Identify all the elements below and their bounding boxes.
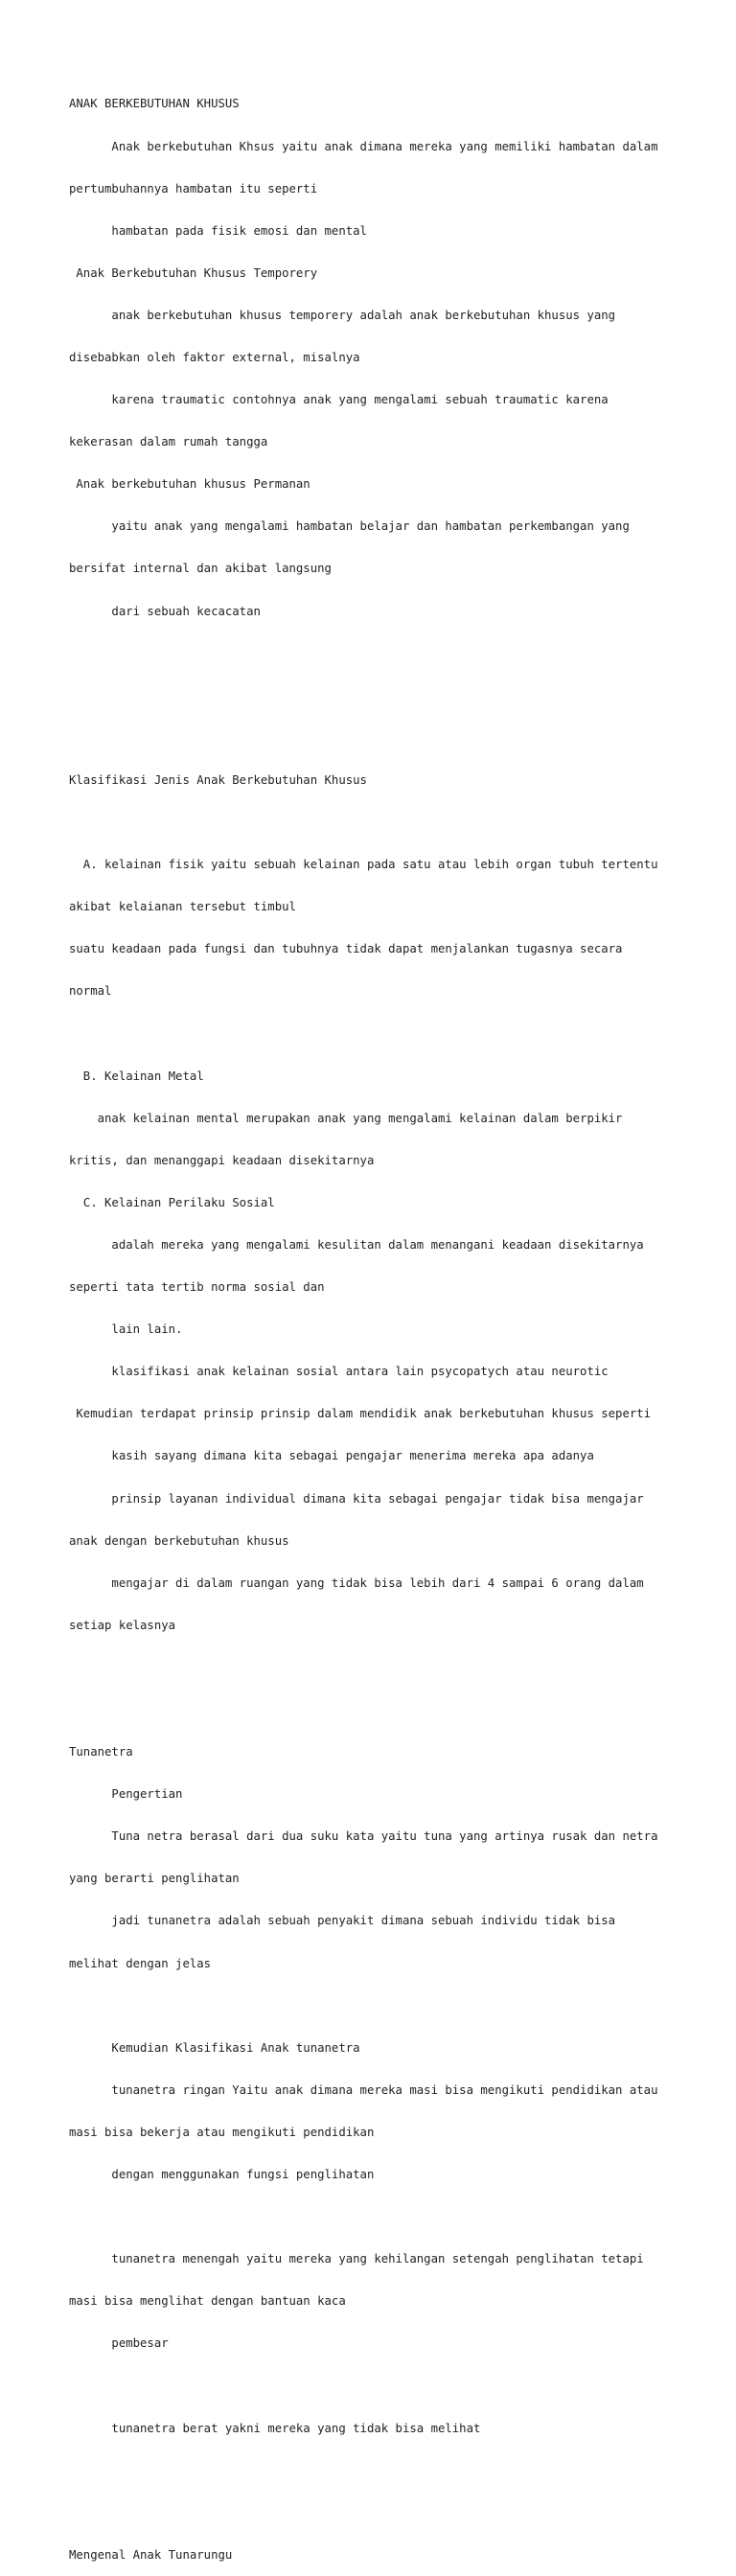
text-line: hambatan pada fisik emosi dan mental (69, 223, 367, 238)
text-line: masi bisa bekerja atau mengikuti pendidikan (69, 2125, 375, 2139)
text-line: dari sebuah kecacatan (69, 604, 261, 618)
subheading-permanan: Anak berkebutuhan khusus Permanan (69, 477, 310, 492)
blank-line (69, 2506, 682, 2520)
text-line: masi bisa menglihat dengan bantuan kaca (69, 2294, 346, 2309)
list-item-c: C. Kelainan Perilaku Sosial (69, 1195, 275, 1209)
text-line: setiap kelasnya (69, 1618, 176, 1632)
blank-line (69, 1703, 682, 1717)
text-line: klasifikasi anak kelainan sosial antara lain psycopatych atau neurotic (69, 1365, 609, 1379)
text-line: kekerasan dalam rumah tangga (69, 435, 268, 449)
document-body (69, 69, 682, 2576)
text-line: bersifat internal dan akibat langsung (69, 562, 332, 576)
blank-line (69, 1026, 682, 1041)
blank-line (69, 647, 682, 661)
text-line: kasih sayang dimana kita sebagai pengajar menerima mereka apa adanya (69, 1449, 594, 1463)
subheading-klasifikasi-tunanetra: Kemudian Klasifikasi Anak tunanetra (69, 2040, 360, 2055)
text-line: Tuna netra berasal dari dua suku kata yaitu tuna yang artinya rusak dan netra (69, 1829, 658, 1844)
heading-klasifikasi: Klasifikasi Jenis Anak Berkebutuhan Khusus (69, 772, 367, 787)
text-line: tunanetra ringan Yaitu anak dimana mereka masi bisa mengikuti pendidikan atau (69, 2082, 658, 2097)
text-line: pembesar (69, 2336, 169, 2351)
heading-tunarungu: Mengenal Anak Tunarungu (69, 2547, 233, 2562)
list-item-b: B. Kelainan Metal (69, 1069, 204, 1083)
text-line: anak kelainan mental merupakan anak yang mengalami kelainan dalam berpikir (69, 1111, 623, 1125)
text-line: anak dengan berkebutuhan khusus (69, 1533, 289, 1548)
text-line: dengan menggunakan fungsi penglihatan (69, 2168, 375, 2181)
text-line: akibat kelaianan tersebut timbul (69, 900, 296, 914)
text-line: melihat dengan jelas (69, 1956, 212, 1970)
text-line: suatu keadaan pada fungsi dan tubuhnya tidak dapat menjalankan tugasnya secara (69, 942, 623, 956)
text-line: tunanetra menengah yaitu mereka yang kehilangan setengah penglihatan tetapi (69, 2252, 644, 2266)
heading-anak-berkebutuhan-khusus: ANAK BERKEBUTUHAN KHUSUS (69, 97, 240, 111)
text-line: yaitu anak yang mengalami hambatan belajar dan hambatan perkembangan yang (69, 519, 630, 534)
blank-line (69, 2210, 682, 2224)
blank-line (69, 2464, 682, 2478)
text-line: Kemudian terdapat prinsip prinsip dalam mendidik anak berkebutuhan khusus seperti (69, 1407, 652, 1421)
list-item-a: A. kelainan fisik yaitu sebuah kelainan pada satu atau lebih organ tubuh tertentu (69, 858, 658, 872)
blank-line (69, 1661, 682, 1675)
text-line: mengajar di dalam ruangan yang tidak bisa lebih dari 4 sampai 6 orang dalam (69, 1576, 644, 1590)
blank-line (69, 689, 682, 703)
text-line: anak berkebutuhan khusus temporery adalah anak berkebutuhan khusus yang (69, 308, 616, 322)
text-line: tunanetra berat yakni mereka yang tidak bisa melihat (69, 2421, 481, 2435)
text-line: lain lain. (69, 1322, 183, 1337)
text-line: karena traumatic contohnya anak yang mengalami sebuah traumatic karena (69, 393, 609, 407)
text-line: disebabkan oleh faktor external, misalnya (69, 350, 360, 364)
text-line: kritis, dan menanggapi keadaan disekitarnya (69, 1153, 375, 1167)
subheading-pengertian: Pengertian (69, 1787, 183, 1802)
blank-line (69, 731, 682, 746)
heading-tunanetra: Tunanetra (69, 1745, 133, 1760)
text-line: adalah mereka yang mengalami kesulitan dalam menangani keadaan disekitarnya (69, 1237, 644, 1252)
text-line: seperti tata tertib norma sosial dan (69, 1280, 325, 1295)
text-line: normal (69, 984, 112, 999)
blank-line (69, 1999, 682, 2013)
blank-line (69, 816, 682, 830)
text-line: yang berarti penglihatan (69, 1872, 240, 1886)
text-line: jadi tunanetra adalah sebuah penyakit dimana sebuah individu tidak bisa (69, 1914, 616, 1928)
blank-line (69, 2379, 682, 2393)
subheading-temporery: Anak Berkebutuhan Khusus Temporery (69, 265, 318, 280)
text-line: prinsip layanan individual dimana kita sebagai pengajar tidak bisa mengajar (69, 1491, 644, 1506)
text-line: pertumbuhannya hambatan itu seperti (69, 181, 318, 196)
text-line: Anak berkebutuhan Khsus yaitu anak dimana mereka yang memiliki hambatan dalam (69, 139, 658, 153)
